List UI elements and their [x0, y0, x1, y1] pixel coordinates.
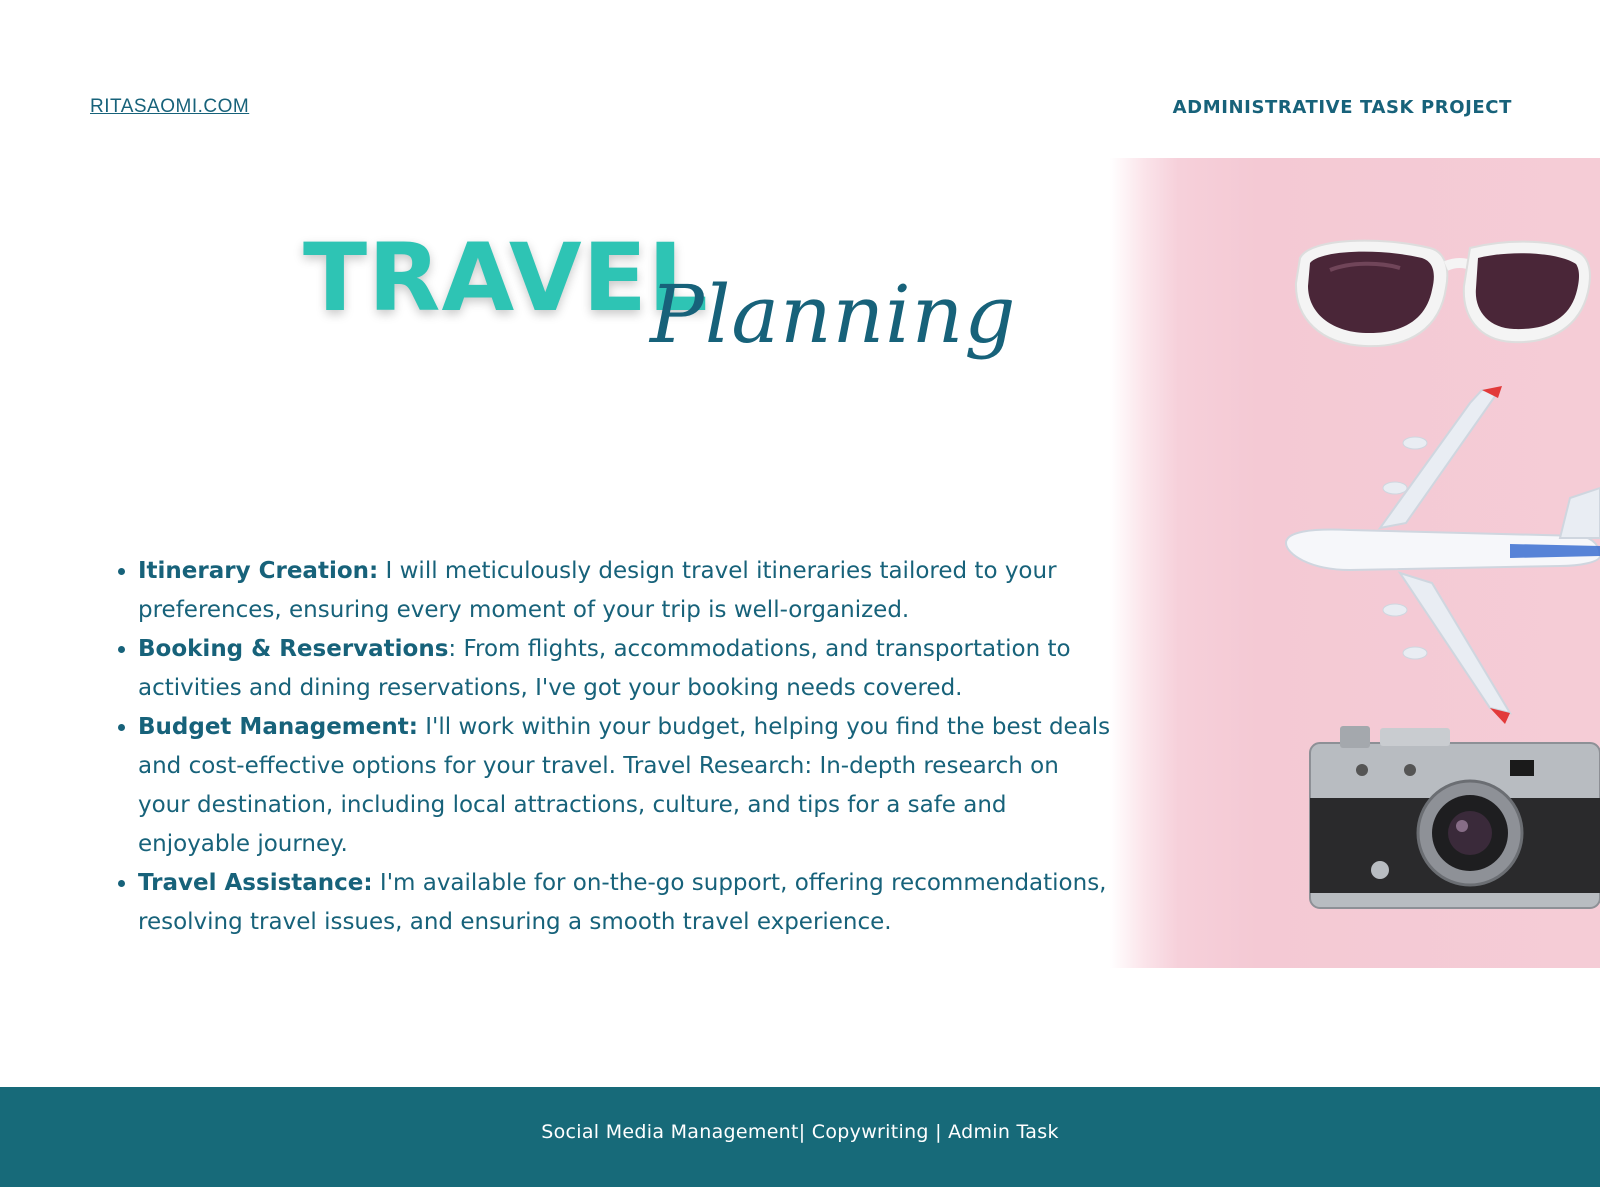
project-label: ADMINISTRATIVE TASK PROJECT	[1172, 97, 1512, 118]
footer-services: Social Media Management| Copywriting | Admin Task	[541, 1121, 1059, 1143]
bullet-dot	[118, 880, 125, 887]
item-term: Travel Assistance:	[138, 870, 373, 896]
item-term: Booking & Reservations	[138, 636, 449, 662]
list-item	[112, 708, 1112, 864]
bullet-dot	[118, 646, 125, 653]
title-planning: Planning	[650, 268, 1017, 361]
item-term: Itinerary Creation:	[138, 558, 379, 584]
list-item	[112, 552, 1112, 630]
item-text: I'll work within your budget, helping you find the best deals and cost-effective options for your travel. Travel Research: In-depth research on your destination, including local attractions, culture, and tips for a safe and enjoyable journey.	[138, 714, 1111, 857]
item-text: I'm available for on-the-go support, offering recommendations, resolving travel issues, and ensuring a smooth travel experience.	[138, 870, 1107, 935]
footer-bar	[0, 1087, 1600, 1187]
bullet-dot	[118, 724, 125, 731]
bullet-dot	[118, 568, 125, 575]
title-travel: TRAVEL	[303, 224, 709, 333]
site-link[interactable]: RITASAOMI.COM	[90, 96, 250, 117]
list-item	[112, 630, 1112, 708]
item-text: : From flights, accommodations, and transportation to activities and dining reservations, I've got your booking needs covered.	[138, 636, 1071, 701]
item-text: I will meticulously design travel itineraries tailored to your preferences, ensuring every moment of your trip is well-organized.	[138, 558, 1057, 623]
airplane-icon	[1286, 386, 1600, 724]
sunglasses-icon	[1296, 241, 1590, 347]
travel-photo	[1110, 158, 1600, 968]
camera-icon	[1310, 726, 1600, 908]
item-term: Budget Management:	[138, 714, 418, 740]
list-item	[112, 864, 1112, 942]
service-list	[112, 552, 1112, 942]
